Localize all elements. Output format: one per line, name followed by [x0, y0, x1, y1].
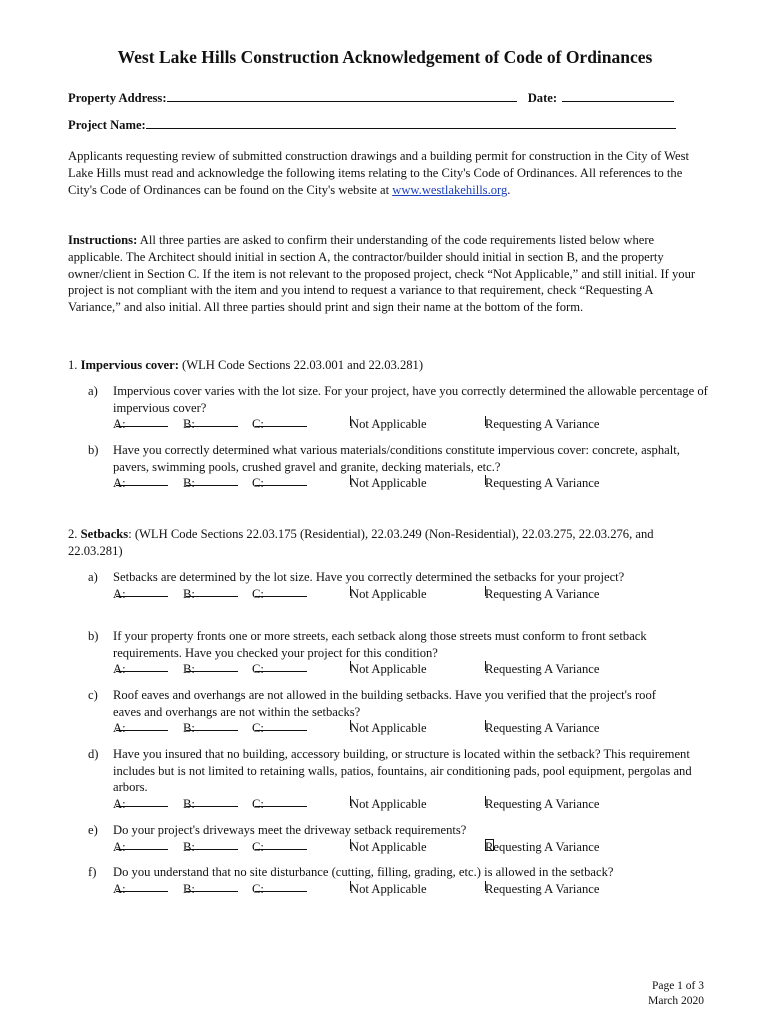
item-letter: a): [88, 384, 98, 398]
initial-c-label: C:: [252, 586, 264, 601]
initial-c-label: C:: [252, 417, 264, 432]
initial-c-field[interactable]: [255, 796, 307, 807]
initial-b-label: B:: [183, 586, 195, 601]
initial-a-field[interactable]: [116, 416, 168, 427]
item-text: Roof eaves and overhangs are not allowed in the building setbacks. Have you verified that the project's roof eaves and overhangs are not within the setbacks?: [113, 688, 656, 719]
item-letter: c): [88, 688, 98, 702]
answer-row: [113, 586, 708, 603]
not-applicable-label: Not Applicable: [350, 586, 427, 601]
not-applicable-label: Not Applicable: [350, 417, 427, 432]
item-1b: [88, 442, 708, 492]
initial-c-label: C:: [252, 881, 264, 896]
initial-b-field[interactable]: [186, 416, 238, 427]
instructions-text: All three parties are asked to confirm their understanding of the code requirements listed below where applicable. The Architect should initial in section A, the contractor/builder should initial in section B, and the property owner/client in Section C. If the item is not relevant to the proposed project, check “Not Applicable,” and still initial. If your project is not compliant with the item and you intend to request a variance to that requirement, check “Requesting A Variance,” and also initial. All three parties should print and sign their name at the bottom of the form.: [68, 233, 696, 315]
item-text: Have you insured that no building, accessory building, or structure is located within the setback? This requirement includes but is not limited to retaining walls, patios, fountains, air conditioning pads, pool equipment, pergolas and arbors.: [113, 747, 692, 795]
initial-b-field[interactable]: [186, 586, 238, 597]
instructions-label: Instructions:: [68, 233, 138, 247]
section-1-title: Impervious cover:: [80, 358, 179, 372]
initial-a-field[interactable]: [116, 661, 168, 672]
initial-c-field[interactable]: [255, 839, 307, 850]
initial-a-field[interactable]: [116, 839, 168, 850]
initial-a-label: A:: [113, 662, 126, 677]
item-letter: b): [88, 443, 99, 457]
initial-a-field[interactable]: [116, 796, 168, 807]
initial-b-label: B:: [183, 721, 195, 736]
item-2c: [88, 687, 708, 737]
item-letter: e): [88, 823, 98, 837]
initial-a-label: A:: [113, 586, 126, 601]
section-1-ref: (WLH Code Sections 22.03.001 and 22.03.281): [178, 358, 424, 372]
initial-a-field[interactable]: [116, 586, 168, 597]
intro-end: .: [507, 182, 511, 197]
answer-row: [113, 475, 708, 492]
initial-b-field[interactable]: [186, 720, 238, 731]
variance-label: Requesting A Variance: [485, 839, 600, 854]
initial-c-label: C:: [252, 476, 264, 491]
item-letter: b): [88, 629, 99, 643]
instructions-paragraph: [68, 232, 708, 316]
item-text: If your property fronts one or more streets, each setback along those streets must conform to front setback requirements. Have you checked your project for this condition?: [113, 629, 647, 660]
item-2a: [88, 569, 708, 603]
page-footer: [648, 979, 704, 1009]
variance-label: Requesting A Variance: [485, 476, 600, 491]
not-applicable-label: Not Applicable: [350, 881, 427, 896]
item-2d: [88, 746, 708, 813]
answer-row: [113, 661, 708, 678]
answer-row: [113, 796, 708, 813]
answer-row: [113, 881, 708, 898]
initial-c-field[interactable]: [255, 661, 307, 672]
initial-b-field[interactable]: [186, 796, 238, 807]
not-applicable-label: Not Applicable: [350, 796, 427, 811]
variance-label: Requesting A Variance: [485, 881, 600, 896]
section-2-number: 2.: [68, 527, 78, 541]
initial-b-label: B:: [183, 662, 195, 677]
page-title: West Lake Hills Construction Acknowledgement of Code of Ordinances: [117, 47, 653, 67]
initial-b-field[interactable]: [186, 881, 238, 892]
project-name-label: Project Name:: [68, 118, 146, 132]
initial-a-label: A:: [113, 721, 126, 736]
initial-c-label: C:: [252, 721, 264, 736]
initial-b-field[interactable]: [186, 661, 238, 672]
initial-a-label: A:: [113, 417, 126, 432]
page-number: Page 1 of 3: [651, 980, 704, 992]
variance-label: Requesting A Variance: [485, 721, 600, 736]
variance-label: Requesting A Variance: [485, 417, 600, 432]
item-letter: a): [88, 570, 98, 584]
revision-date: March 2020: [648, 995, 704, 1007]
variance-label: Requesting A Variance: [485, 586, 600, 601]
initial-b-label: B:: [183, 881, 195, 896]
initial-c-label: C:: [252, 662, 264, 677]
initial-b-field[interactable]: [186, 839, 238, 850]
initial-a-label: A:: [113, 881, 126, 896]
initial-c-field[interactable]: [255, 475, 307, 486]
answer-row: [113, 720, 708, 737]
item-2e: [88, 822, 708, 856]
variance-label: Requesting A Variance: [485, 796, 600, 811]
initial-c-label: C:: [252, 796, 264, 811]
not-applicable-label: Not Applicable: [350, 476, 427, 491]
initial-c-field[interactable]: [255, 881, 307, 892]
section-1-number: 1.: [68, 358, 78, 372]
initial-a-field[interactable]: [116, 881, 168, 892]
intro-text: Applicants requesting review of submitted construction drawings and a building permit for construction in the City of West Lake Hills must read and acknowledge the following items relating to the City's Code of Ordinances. All references to the City's Code of Ordinances can be found on the City's website at: [68, 149, 689, 197]
section-2-ref: : (WLH Code Sections 22.03.175 (Residential), 22.03.249 (Non-Residential), 22.03.275, 22.03.276, and 22.03.281): [68, 527, 654, 558]
initial-b-label: B:: [183, 796, 195, 811]
intro-paragraph: [68, 148, 708, 198]
initial-a-field[interactable]: [116, 720, 168, 731]
initial-b-label: B:: [183, 839, 195, 854]
item-text: Do you understand that no site disturbance (cutting, filling, grading, etc.) is allowed in the setback?: [113, 865, 614, 879]
initial-c-field[interactable]: [255, 586, 307, 597]
item-letter: d): [88, 747, 99, 761]
initial-b-label: B:: [183, 417, 195, 432]
initial-b-label: B:: [183, 476, 195, 491]
not-applicable-label: Not Applicable: [350, 662, 427, 677]
project-name-row: [68, 117, 676, 133]
initial-c-field[interactable]: [255, 416, 307, 427]
property-address-field[interactable]: [167, 90, 517, 102]
initial-a-field[interactable]: [116, 475, 168, 486]
section-2-heading: [68, 526, 708, 560]
item-text: Setbacks are determined by the lot size. Have you correctly determined the setbacks for your project?: [113, 570, 625, 584]
property-address-label: Property Address:: [68, 91, 167, 105]
item-2f: [88, 864, 708, 898]
initial-a-label: A:: [113, 796, 126, 811]
section-1-heading: [68, 357, 708, 374]
initial-a-label: A:: [113, 839, 126, 854]
answer-row: [113, 416, 708, 433]
website-link[interactable]: www.westlakehills.org: [392, 182, 508, 197]
item-text: Do your project's driveways meet the driveway setback requirements?: [113, 823, 467, 837]
item-letter: f): [88, 865, 97, 879]
not-applicable-label: Not Applicable: [350, 721, 427, 736]
initial-b-field[interactable]: [186, 475, 238, 486]
section-2-title: Setbacks: [80, 527, 129, 541]
item-text: Have you correctly determined what various materials/conditions constitute impervious cover: concrete, asphalt, pavers, swimming pools, crushed gravel and granite, decking materials, etc.?: [113, 443, 680, 474]
initial-c-label: C:: [252, 839, 264, 854]
item-text: Impervious cover varies with the lot size. For your project, have you correctly determined the allowable percentage of impervious cover?: [113, 384, 708, 415]
item-2b: [88, 628, 708, 678]
date-label: Date:: [527, 91, 558, 105]
property-address-row: [68, 90, 674, 106]
answer-row: [113, 839, 708, 856]
project-name-field[interactable]: [146, 117, 676, 129]
initial-a-label: A:: [113, 476, 126, 491]
not-applicable-label: Not Applicable: [350, 839, 427, 854]
date-field[interactable]: [562, 90, 674, 102]
variance-label: Requesting A Variance: [485, 662, 600, 677]
item-1a: [88, 383, 708, 433]
initial-c-field[interactable]: [255, 720, 307, 731]
